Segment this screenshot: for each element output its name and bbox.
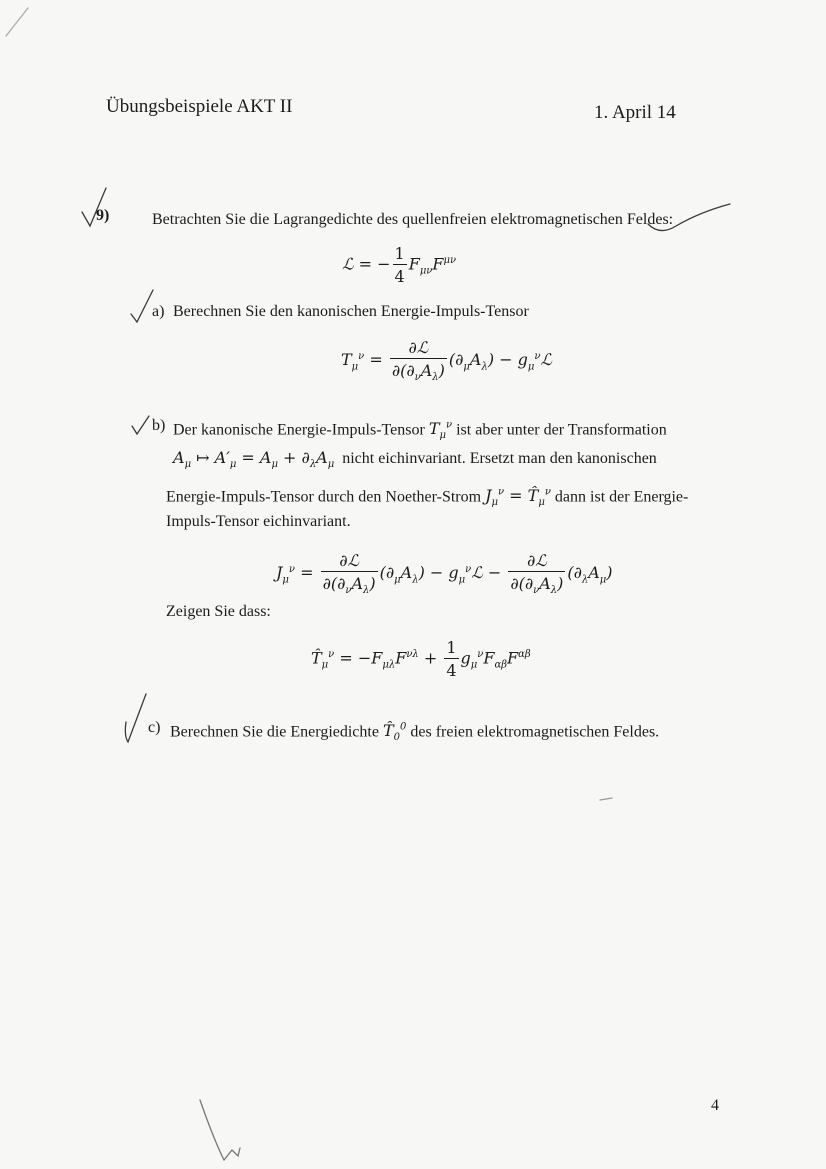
part-b-line4: Impuls-Tensor eichinvariant. — [166, 513, 351, 530]
part-b-line2-post: nicht eichinvariant. Ersetzt man den kanonischen — [342, 450, 657, 467]
part-a-text: Berechnen Sie den kanonischen Energie-Impuls-Tensor — [173, 303, 529, 320]
checkmark-icon — [125, 694, 146, 742]
part-b-line1-pre: Der kanonische Energie-Impuls-Tensor — [173, 421, 425, 439]
checkmark-icon — [82, 188, 106, 226]
header-title: Übungsbeispiele AKT II — [106, 96, 293, 117]
corner-scratch — [6, 8, 28, 36]
checkmark-icon — [131, 290, 153, 322]
part-c-post: des freien elektromagnetischen Feldes. — [410, 723, 660, 741]
header-date: 1. April 14 — [594, 102, 676, 123]
underline-scribble — [648, 204, 730, 231]
math-noether-current: $J_\mu^\nu$ = $T̂_\mu^\nu$ — [485, 486, 551, 509]
equation-symmetric-tensor: $T̂_\mu^\nu = -F_{\mu\lambda}F^{\nu\lambda}$ + $\frac{1}{4}$ $g_\mu^\nu F_{\alpha\beta}F^{\alpha\beta}$ — [311, 638, 531, 680]
page-number: 4 — [711, 1097, 719, 1114]
problem-number: 9) — [96, 207, 110, 224]
equation-lagrangian: ℒ = − $\frac{1}{4}$ $F_{\mu\nu}F^{\mu\nu}$ — [342, 244, 457, 286]
part-a-label: a) — [152, 303, 165, 320]
math-gauge-transformation: $A_\mu$ ↦ $A'_\mu = A_\mu + \partial_\lambda A_\mu$ — [173, 448, 335, 471]
problem-intro: Betrachten Sie die Lagrangedichte des quellenfreien elektromagnetischen Feldes: — [152, 211, 674, 228]
part-c-pre: Berechnen Sie die Energiedichte — [170, 723, 379, 741]
equation-canonical-tensor: $T_\mu^\nu$ = $\frac{\text{∂ℒ}}{\partial(\partial_\nu A_\lambda)}$ $(\partial_\mu A_\lambda)$ − $g_\mu^\nu ℒ$ — [341, 338, 552, 384]
part-b-line3-post: dann ist der Energie- — [554, 488, 689, 506]
part-b-label: b) — [152, 417, 166, 434]
part-c-label: c) — [148, 719, 161, 736]
part-b-line1-post: ist aber unter der Transformation — [456, 421, 667, 439]
checkmark-icon — [132, 416, 149, 434]
stray-mark — [600, 798, 612, 800]
math-T-mu-nu: $T_\mu^\nu$ — [428, 419, 453, 442]
equation-noether-current: $J_\mu^\nu$ = $\frac{\text{∂ℒ}}{\partial(\partial_\nu A_\lambda)}$ $(\partial_\mu A_\lambda)$ − $g_\mu^\nu ℒ$ − $\frac{\text{∂ℒ}}{\partial(\partial_\nu A_\lambda)}$ $(\partial_\lambda A_\mu)$ — [276, 551, 613, 597]
part-b-line3-pre: Energie-Impuls-Tensor durch den Noether-Strom — [166, 488, 482, 506]
math-T-hat-00: $T̂_0^0$ — [382, 721, 407, 744]
part-b-show: Zeigen Sie dass: — [166, 603, 271, 620]
margin-scribble — [200, 1100, 240, 1160]
